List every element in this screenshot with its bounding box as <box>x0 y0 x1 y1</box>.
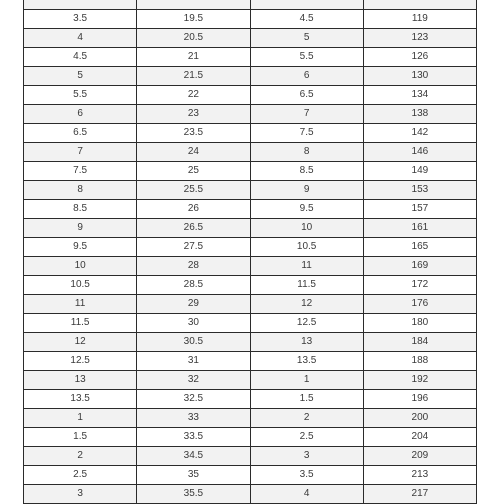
table-cell: 192 <box>363 371 476 390</box>
table-cell: 123 <box>363 29 476 48</box>
table-row <box>24 352 477 371</box>
size-chart-table-body <box>24 0 477 504</box>
table-row <box>24 124 477 143</box>
table-cell: 146 <box>363 143 476 162</box>
table-row <box>24 200 477 219</box>
table-cell: 196 <box>363 390 476 409</box>
table-row <box>24 257 477 276</box>
table-cell: 11.5 <box>24 314 137 333</box>
table-row <box>24 162 477 181</box>
table-cell: 3 <box>250 447 363 466</box>
table-cell: 12 <box>24 333 137 352</box>
table-cell: 30.5 <box>137 333 250 352</box>
table-cell: 1.5 <box>250 390 363 409</box>
table-cell: 21.5 <box>137 67 250 86</box>
table-row <box>24 371 477 390</box>
table-cell: 165 <box>363 238 476 257</box>
table-row <box>24 466 477 485</box>
table-cell: 9 <box>250 181 363 200</box>
table-cell: 3.5 <box>250 466 363 485</box>
table-cell: 26.5 <box>137 219 250 238</box>
table-cell: 5.5 <box>24 86 137 105</box>
table-cell: 2.5 <box>24 466 137 485</box>
table-cell: 6.5 <box>250 86 363 105</box>
table-cell: 126 <box>363 48 476 67</box>
table-cell: 11 <box>250 257 363 276</box>
table-cell: 4.5 <box>24 48 137 67</box>
table-cell: 12.5 <box>250 314 363 333</box>
table-cell: 25 <box>137 162 250 181</box>
table-row <box>24 105 477 124</box>
table-cell: 13.5 <box>250 352 363 371</box>
table-cell <box>137 0 250 10</box>
table-cell: 142 <box>363 124 476 143</box>
table-cell: 213 <box>363 466 476 485</box>
table-cell: 134 <box>363 86 476 105</box>
table-cell: 188 <box>363 352 476 371</box>
table-cell: 1 <box>24 409 137 428</box>
table-cell: 25.5 <box>137 181 250 200</box>
table-row <box>24 390 477 409</box>
table-row <box>24 276 477 295</box>
table-cell: 130 <box>363 67 476 86</box>
table-cell: 3.5 <box>24 10 137 29</box>
table-cell: 23.5 <box>137 124 250 143</box>
table-cell: 10 <box>24 257 137 276</box>
table-cell: 10 <box>250 219 363 238</box>
table-cell: 11 <box>24 295 137 314</box>
table-cell: 8.5 <box>250 162 363 181</box>
table-cell: 3 <box>24 485 137 504</box>
table-cell: 34.5 <box>137 447 250 466</box>
table-cell: 4.5 <box>250 10 363 29</box>
table-cell: 153 <box>363 181 476 200</box>
table-cell: 28.5 <box>137 276 250 295</box>
table-cell: 169 <box>363 257 476 276</box>
table-cell: 21 <box>137 48 250 67</box>
table-cell: 23 <box>137 105 250 124</box>
table-cell: 180 <box>363 314 476 333</box>
table-cell: 7.5 <box>250 124 363 143</box>
table-cell: 33.5 <box>137 428 250 447</box>
table-row <box>24 314 477 333</box>
table-row <box>24 409 477 428</box>
table-cell: 13 <box>24 371 137 390</box>
table-cell: 13.5 <box>24 390 137 409</box>
table-cell: 9 <box>24 219 137 238</box>
table-cell: 5.5 <box>250 48 363 67</box>
table-row <box>24 0 477 10</box>
table-cell: 209 <box>363 447 476 466</box>
table-cell <box>24 0 137 10</box>
table-cell: 10.5 <box>24 276 137 295</box>
table-cell <box>363 0 476 10</box>
table-row <box>24 219 477 238</box>
table-cell: 161 <box>363 219 476 238</box>
table-row <box>24 333 477 352</box>
table-cell: 2 <box>24 447 137 466</box>
table-cell: 13 <box>250 333 363 352</box>
table-row <box>24 238 477 257</box>
table-cell: 149 <box>363 162 476 181</box>
table-cell: 6 <box>250 67 363 86</box>
table-row <box>24 295 477 314</box>
table-row <box>24 485 477 504</box>
table-cell: 35 <box>137 466 250 485</box>
table-cell: 24 <box>137 143 250 162</box>
table-cell: 32.5 <box>137 390 250 409</box>
table-cell: 8 <box>24 181 137 200</box>
table-cell: 6.5 <box>24 124 137 143</box>
table-row <box>24 143 477 162</box>
table-cell: 204 <box>363 428 476 447</box>
table-cell: 5 <box>24 67 137 86</box>
table-row <box>24 67 477 86</box>
table-cell: 22 <box>137 86 250 105</box>
table-cell: 200 <box>363 409 476 428</box>
table-cell: 4 <box>250 485 363 504</box>
table-cell: 119 <box>363 10 476 29</box>
table-cell <box>250 0 363 10</box>
table-cell: 35.5 <box>137 485 250 504</box>
table-row <box>24 181 477 200</box>
table-cell: 176 <box>363 295 476 314</box>
table-cell: 20.5 <box>137 29 250 48</box>
table-cell: 7 <box>24 143 137 162</box>
table-cell: 19.5 <box>137 10 250 29</box>
table-cell: 10.5 <box>250 238 363 257</box>
table-cell: 5 <box>250 29 363 48</box>
table-cell: 8.5 <box>24 200 137 219</box>
table-cell: 30 <box>137 314 250 333</box>
table-cell: 2.5 <box>250 428 363 447</box>
table-cell: 1.5 <box>24 428 137 447</box>
table-row <box>24 10 477 29</box>
table-cell: 7 <box>250 105 363 124</box>
table-cell: 33 <box>137 409 250 428</box>
table-row <box>24 48 477 67</box>
table-cell: 2 <box>250 409 363 428</box>
table-cell: 7.5 <box>24 162 137 181</box>
table-cell: 217 <box>363 485 476 504</box>
table-cell: 11.5 <box>250 276 363 295</box>
table-cell: 31 <box>137 352 250 371</box>
table-cell: 29 <box>137 295 250 314</box>
table-row <box>24 86 477 105</box>
table-cell: 1 <box>250 371 363 390</box>
table-cell: 6 <box>24 105 137 124</box>
table-cell: 4 <box>24 29 137 48</box>
table-cell: 32 <box>137 371 250 390</box>
table-cell: 12.5 <box>24 352 137 371</box>
size-chart-table-container <box>23 0 477 504</box>
table-cell: 9.5 <box>250 200 363 219</box>
table-row <box>24 29 477 48</box>
table-cell: 9.5 <box>24 238 137 257</box>
table-cell: 26 <box>137 200 250 219</box>
table-row <box>24 447 477 466</box>
size-chart-table <box>23 0 477 504</box>
table-cell: 172 <box>363 276 476 295</box>
table-cell: 184 <box>363 333 476 352</box>
table-row <box>24 428 477 447</box>
table-cell: 157 <box>363 200 476 219</box>
table-cell: 138 <box>363 105 476 124</box>
table-cell: 12 <box>250 295 363 314</box>
table-cell: 27.5 <box>137 238 250 257</box>
table-cell: 28 <box>137 257 250 276</box>
table-cell: 8 <box>250 143 363 162</box>
